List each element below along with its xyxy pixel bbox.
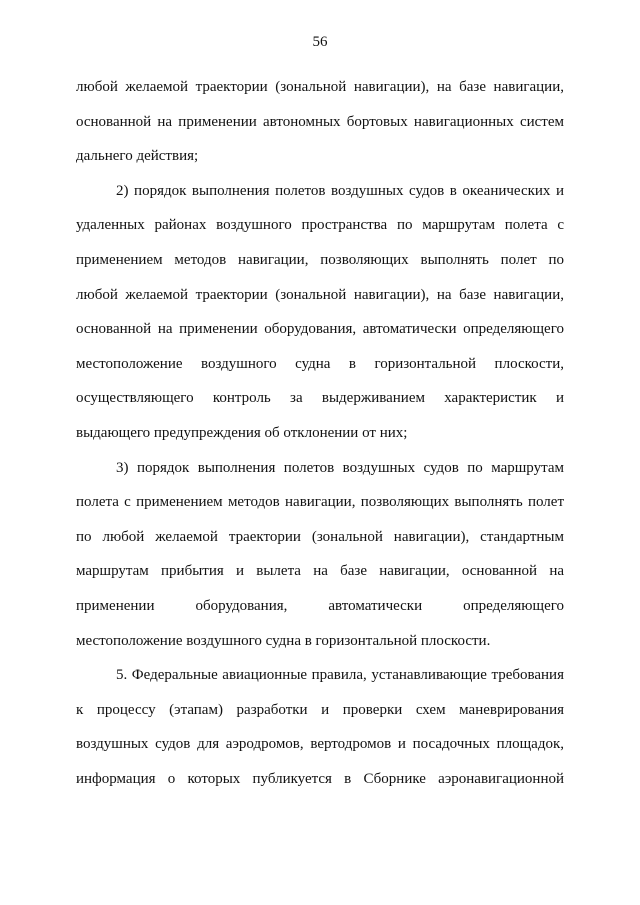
text-line: к процессу (этапам) разработки и проверки схем маневрирования (76, 701, 564, 718)
text-line: 5. Федеральные авиационные правила, устанавливающие требования (116, 667, 564, 684)
text-line: любой желаемой траектории (зональной навигации), на базе навигации, (76, 286, 564, 303)
text-line: дальнего действия; (76, 148, 199, 165)
text-line: применением методов навигации, позволяющих выполнять полет по (76, 251, 564, 268)
text-line: полета с применением методов навигации, позволяющих выполнять полет (76, 494, 564, 511)
text-line: удаленных районах воздушного пространства по маршрутам полета с (76, 217, 564, 234)
text-line: 3) порядок выполнения полетов воздушных судов по маршрутам (116, 459, 564, 476)
text-line: местоположение воздушного судна в горизонтальной плоскости. (76, 632, 491, 649)
page-number: 56 (312, 34, 328, 50)
text-line: информация о которых публикуется в Сборнике аэронавигационной (76, 770, 564, 787)
text-line: по любой желаемой траектории (зональной навигации), стандартным (76, 528, 564, 545)
text-line: основанной на применении оборудования, автоматически определяющего (76, 321, 564, 338)
text-line: применении оборудования, автоматически определяющего (76, 597, 564, 614)
text-line: 2) порядок выполнения полетов воздушных судов в океанических и (116, 182, 564, 199)
text-line: местоположение воздушного судна в горизонтальной плоскости, (76, 355, 564, 372)
body-text (76, 70, 564, 796)
text-line: осуществляющего контроль за выдерживанием характеристик и (76, 390, 564, 407)
text-line: воздушных судов для аэродромов, вертодромов и посадочных площадок, (76, 736, 564, 753)
text-line: основанной на применении автономных бортовых навигационных систем (76, 113, 564, 130)
text-line: любой желаемой траектории (зональной навигации), на базе навигации, (76, 79, 564, 95)
text-line: выдающего предупреждения об отклонении от них; (76, 424, 408, 441)
text-line: маршрутам прибытия и вылета на базе навигации, основанной на (76, 563, 564, 580)
text-lines (76, 70, 564, 796)
